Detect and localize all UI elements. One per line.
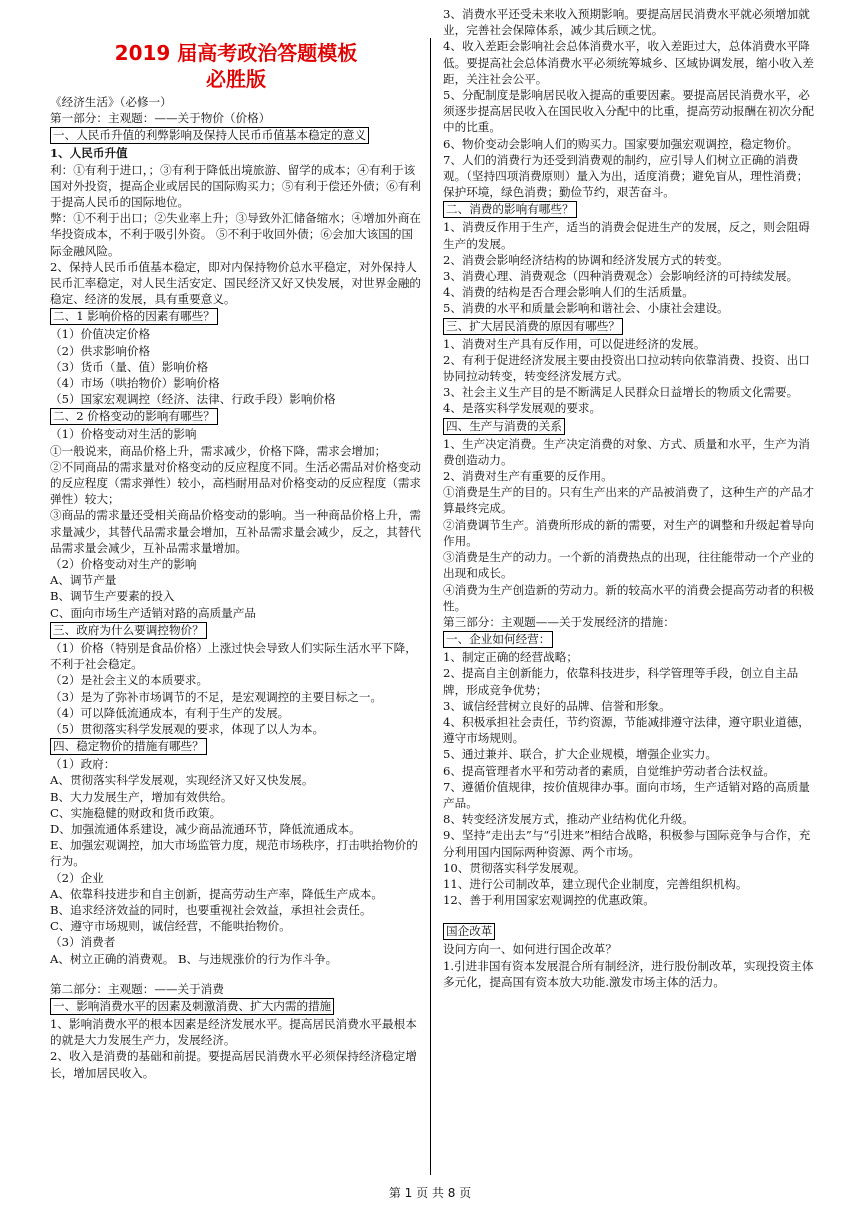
paragraph: ③消费是生产的动力。一个新的消费热点的出现，往往能带动一个产业的出现和成长。 <box>443 550 815 581</box>
paragraph: 11、进行公司制改革，建立现代企业制度，完善组织机构。 <box>443 876 748 891</box>
paragraph: 12、善于利用国家宏观调控的优惠政策。 <box>443 893 655 908</box>
paragraph: 1、消费反作用于生产，适当的消费会促进生产的发展，反之，则会阻碍生产的发展。 <box>443 220 810 251</box>
paragraph: 5、通过兼并、联合，扩大企业规模，增强企业实力。 <box>443 747 718 762</box>
paragraph: 1.引进非国有资本发展混合所有制经济，进行股份制改革，实现投资主体多元化，提高国有资本放大功能.激发市场主体的活力。 <box>443 958 814 989</box>
paragraph: 5、分配制度是影响居民收入提高的重要因素。要提高居民消费水平，必须逐步提高居民收入在国民收入分配中的比重，提高劳动报酬在初次分配中的比重。 <box>443 88 815 135</box>
paragraph: 2、消费会影响经济结构的协调和经济发展方式的转变。 <box>443 252 729 267</box>
paragraph: （2）价格变动对生产的影响 <box>50 557 197 572</box>
paragraph: C、面向市场生产适销对路的高质量产品 <box>50 605 256 620</box>
paragraph: 4、消费的结构是否合理会影响人们的生活质量。 <box>443 285 694 300</box>
paragraph: 3、社会主义生产目的是不断满足人民群众日益增长的物质文化需要。 <box>443 385 799 400</box>
section-heading: 三、扩大居民消费的原因有哪些？ <box>443 318 623 335</box>
paragraph: 4、积极承担社会责任，节约资源，节能减排遵守法律，遵守职业道德，遵守市场规则。 <box>443 714 810 746</box>
paragraph: A、树立正确的消费观。 B、与违规涨价的行为作斗争。 <box>50 951 338 966</box>
paragraph: C、遵守市场规则，诚信经营，不能哄抬物价。 <box>50 919 291 934</box>
paragraph: 2、有利于促进经济发展主要由投资出口拉动转向依靠消费、投资、出口协同拉动转变，转变经济发展方式。 <box>443 352 810 384</box>
column-divider <box>430 38 431 1175</box>
paragraph: ②不同商品的需求量对价格变动的反应程度不同。生活必需品对价格变动的反应程度（需求弹性）较小，高档耐用品对价格变动的反应程度（需求弹性）较大； <box>50 459 422 507</box>
paragraph: （2）是社会主义的本质要求。 <box>50 673 209 688</box>
paragraph: 4、收入差距会影响社会总体消费水平，收入差距过大，总体消费水平降低。要提高社会总体消费水平必须统筹城乡、区域协调发展，缩小收入差距，关注社会公平。 <box>443 39 815 86</box>
paragraph: 6、提高管理者水平和劳动者的素质，自觉维护劳动者合法权益。 <box>443 763 776 778</box>
right-column-body <box>443 6 815 990</box>
paragraph: （1）价格（特别是食品价格）上涨过快会导致人们实际生活水平下降，不利于社会稳定。 <box>50 640 417 672</box>
section-heading-row <box>50 621 422 640</box>
paragraph: 3、消费水平还受未来收入预期影响。要提高居民消费水平就必须增加就业，完善社会保障体系，减少其后顾之忧。 <box>443 7 810 38</box>
paragraph: ①消费是生产的目的。只有生产出来的产品被消费了，这种生产的产品才算最终完成。 <box>443 485 815 516</box>
paragraph: 10、贯彻落实科学发展观。 <box>443 860 586 875</box>
document-title-line-1: 2019 届高考政治答题模板 <box>114 41 358 65</box>
paragraph: （1）价格变动对生活的影响 <box>50 427 197 442</box>
paragraph: 7、遵循价值规律，按价值规律办事。面向市场，生产适销对路的高质量产品。 <box>443 779 810 810</box>
left-column <box>50 38 422 1081</box>
paragraph: 弊：①不利于出口；②失业率上升；③导致外汇储备缩水；④增加外商在华投资成本，不利于吸引外资。 ⑤不利于收回外债；⑥会加大该国的国际金融风险。 <box>50 211 422 258</box>
paragraph: A、贯彻落实科学发展观，实现经济又好又快发展。 <box>50 773 314 788</box>
section-heading-row <box>50 407 422 426</box>
paragraph: 1、影响消费水平的根本因素是经济发展水平。提高居民消费水平最根本的就是大力发展生产力，发展经济。 <box>50 1016 417 1048</box>
paragraph: 设问方向一、如何进行国企改革？ <box>443 942 617 957</box>
paragraph: （2）企业 <box>50 870 104 885</box>
paragraph: 第二部分：主观题：——关于消费 <box>50 981 224 996</box>
left-column-body <box>50 94 422 1081</box>
paragraph: 3、消费心理、消费观念（四种消费观念）会影响经济的可持续发展。 <box>443 269 799 284</box>
paragraph: （1）价值决定价格 <box>50 327 151 342</box>
spacer <box>443 908 815 922</box>
paragraph: （3）货币（量、值）影响价格 <box>50 359 209 374</box>
paragraph: 1、制定正确的经营战略； <box>443 650 578 665</box>
paragraph: （3）消费者 <box>50 935 116 950</box>
section-heading-row <box>50 307 422 326</box>
section-heading-row <box>443 922 815 941</box>
section-heading: 二、1 影响价格的因素有哪些？ <box>50 308 218 325</box>
paragraph: ③商品的需求量还受相关商品价格变动的影响。当一种商品价格上升，需求量减少，其替代品需求量会增加，互补品需求量会减少，反之，其替代品需求量会减少，互补品需求量增加。 <box>50 508 422 555</box>
section-heading: 二、2 价格变动的影响有哪些？ <box>50 408 218 425</box>
paragraph: 第一部分：主观题：——关于物价（价格） <box>50 111 271 126</box>
section-heading-row <box>443 630 815 649</box>
paragraph: B、追求经济效益的同时，也要重视社会效益，承担社会责任。 <box>50 902 372 917</box>
page-footer: 第 1 页 共 8 页 <box>388 1186 472 1200</box>
section-heading: 一、人民币升值的利弊影响及保持人民币币值基本稳定的意义 <box>50 127 369 144</box>
right-column <box>443 7 815 990</box>
paragraph: 3、诚信经营树立良好的品牌、信誉和形象。 <box>443 698 671 713</box>
document-title-line-2: 必胜版 <box>206 67 266 91</box>
paragraph: D、加强流通体系建设，减少商品流通环节，降低流通成本。 <box>50 821 361 836</box>
paragraph: 2、提高自主创新能力，依靠科技进步，科学管理等手段，创立自主品牌，形成竞争优势； <box>443 666 799 697</box>
section-heading-row <box>443 200 815 219</box>
section-heading: 二、消费的影响有哪些？ <box>443 201 577 218</box>
section-heading: 四、稳定物价的措施有哪些？ <box>50 738 207 755</box>
paragraph: （4）市场（哄抬物价）影响价格 <box>50 376 220 391</box>
paragraph: 6、物价变动会影响人们的购买力。国家要加强宏观调控，稳定物价。 <box>443 136 799 151</box>
paragraph: 5、消费的水平和质量会影响和谐社会、小康社会建设。 <box>443 301 729 316</box>
paragraph: 利：①有利于进口，；③有利于降低出境旅游、留学的成本；④有利于该国对外投资，提高企业或居民的国际购买力；⑤有利于偿还外债；⑥有利于提高人民币的国际地位。 <box>50 162 422 210</box>
section-heading: 国企改革 <box>443 923 495 940</box>
paragraph: 9、坚持“走出去”与“引进来”相结合战略，积极参与国际竞争与合作，充分利用国内国际两种资源、两个市场。 <box>443 828 811 859</box>
paragraph: （1）政府： <box>50 757 116 772</box>
paragraph: A、依靠科技进步和自主创新，提高劳动生产率，降低生产成本。 <box>50 886 383 901</box>
paragraph: 2、收入是消费的基础和前提。要提高居民消费水平必须保持经济稳定增长，增加居民收入。 <box>50 1049 417 1080</box>
section-heading: 一、影响消费水平的因素及刺激消费、扩大内需的措施 <box>50 998 334 1015</box>
section-heading: 一、企业如何经营： <box>443 631 553 648</box>
paragraph: 第三部分：主观题——关于发展经济的措施： <box>443 614 675 629</box>
paragraph: 4、是落实科学发展观的要求。 <box>443 401 602 416</box>
section-heading: 四、生产与消费的关系 <box>443 418 565 435</box>
paragraph: （3）是为了弥补市场调节的不足，是宏观调控的主要目标之一。 <box>50 689 383 704</box>
subheading: 1、人民币升值 <box>50 146 128 161</box>
paragraph: （4）可以降低流通成本，有利于生产的发展。 <box>50 705 290 720</box>
paragraph: 8、转变经济发展方式，推动产业结构优化升级。 <box>443 812 694 827</box>
paragraph: C、实施稳健的财政和货币政策。 <box>50 805 222 820</box>
paragraph: 《经济生活》（必修一） <box>50 95 172 109</box>
paragraph: 1、生产决定消费。生产决定消费的对象、方式、质量和水平，生产为消费创造动力。 <box>443 436 810 467</box>
section-heading-row <box>50 997 422 1016</box>
paragraph: （5）国家宏观调控（经济、法律、行政手段）影响价格 <box>50 392 336 407</box>
paragraph: A、调节产量 <box>50 573 117 588</box>
paragraph: E、加强宏观调控，加大市场监管力度，规范市场秩序，打击哄抬物价的行为。 <box>50 838 418 869</box>
section-heading-row <box>50 126 422 145</box>
paragraph: ①一般说来，商品价格上升，需求减少，价格下降，需求会增加； <box>50 443 387 458</box>
paragraph: 7、人们的消费行为还受到消费观的制约，应引导人们树立正确的消费观。（坚持四项消费原则）量入为出，适度消费；避免盲从，理性消费；保护环境，绿色消费；勤俭节约，艰苦奋斗。 <box>443 152 809 200</box>
paragraph: 1、消费对生产具有反作用，可以促进经济的发展。 <box>443 336 706 351</box>
section-heading: 三、政府为什么要调控物价？ <box>50 622 207 639</box>
paragraph: （2）供求影响价格 <box>50 343 151 358</box>
paragraph: 2、保持人民币币值基本稳定，即对内保持物价总水平稳定，对外保持人民币汇率稳定，对人民生活安定、国民经济又好又快发展，对世界金融的稳定、经济的发展，具有重要意义。 <box>50 259 422 307</box>
paragraph: 2、消费对生产有重要的反作用。 <box>443 469 613 484</box>
paragraph: ②消费调节生产。消费所形成的新的需要，对生产的调整和升级起着导向作用。 <box>443 517 815 548</box>
section-heading-row <box>50 737 422 756</box>
section-heading-row <box>443 417 815 436</box>
paragraph: ④消费为生产创造新的劳动力。新的较高水平的消费会提高劳动者的积极性。 <box>443 582 815 613</box>
spacer <box>50 967 422 981</box>
paragraph: B、大力发展生产，增加有效供给。 <box>50 789 233 804</box>
paragraph: （5）贯彻落实科学发展观的要求，体现了以人为本。 <box>50 721 325 736</box>
paragraph: B、调节生产要素的投入 <box>50 589 175 604</box>
section-heading-row <box>443 317 815 336</box>
